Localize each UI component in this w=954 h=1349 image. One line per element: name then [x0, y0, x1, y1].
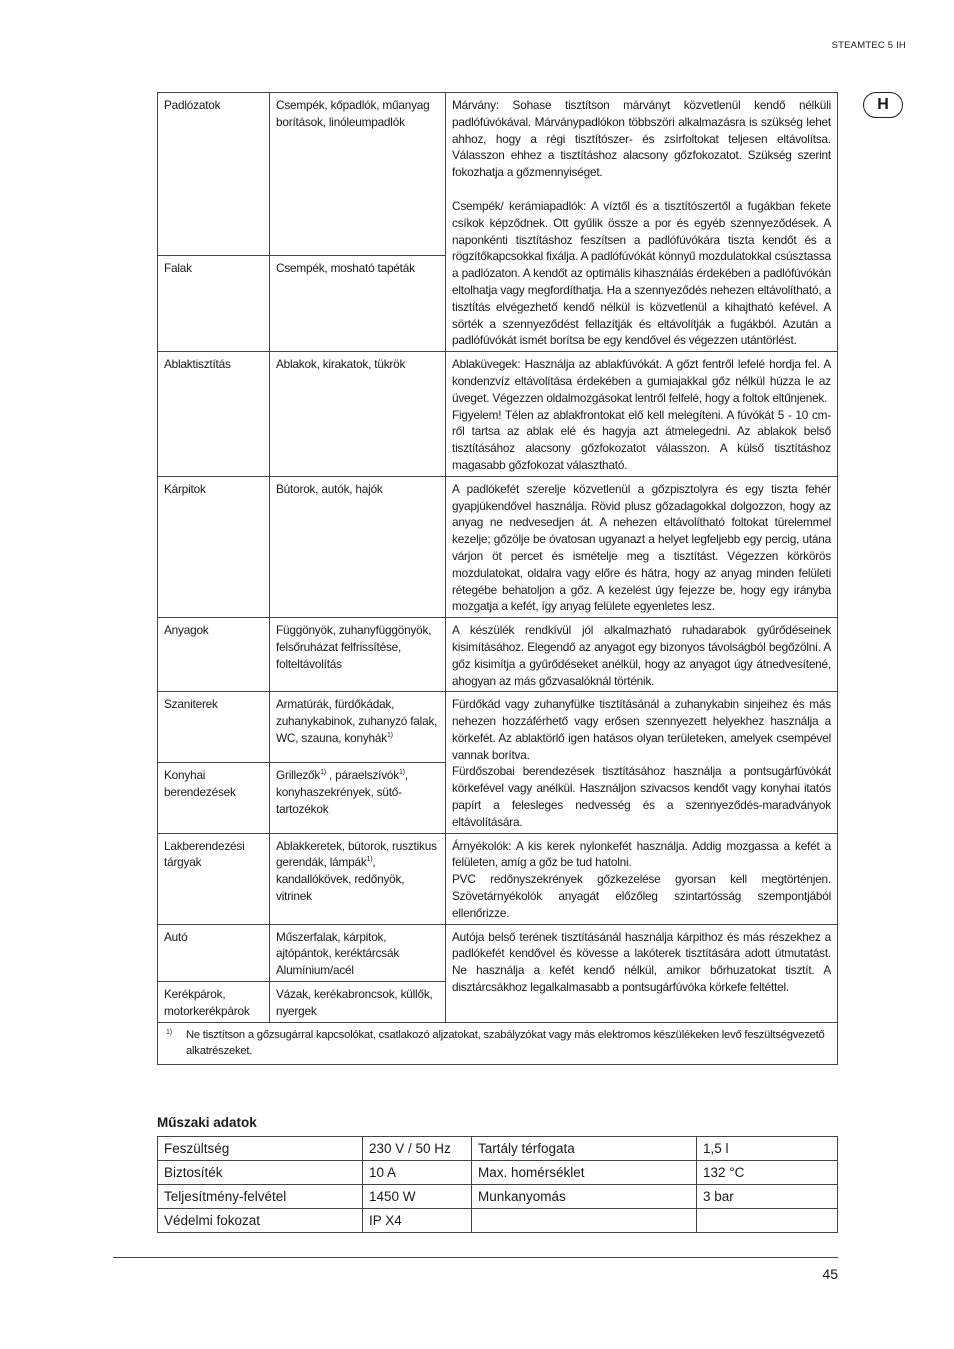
- tech-value: 132 °C: [697, 1161, 838, 1185]
- tech-value: IP X4: [363, 1209, 472, 1233]
- cleaning-guide-table: [157, 92, 838, 1065]
- surface-cell: Falak: [158, 256, 270, 352]
- tech-value: 1450 W: [363, 1185, 472, 1209]
- footnote-row: [158, 1022, 838, 1065]
- footnote-ref: 1): [320, 769, 326, 777]
- table-row: [158, 93, 838, 256]
- table-row: [158, 1185, 838, 1209]
- tech-label: Biztosíték: [158, 1161, 363, 1185]
- tech-value: 230 V / 50 Hz: [363, 1137, 472, 1161]
- description-cell: [446, 93, 838, 352]
- table-row: [158, 476, 838, 617]
- items-cell: Bútorok, autók, hajók: [270, 476, 446, 617]
- items-cell: Műszerfalak, kárpitok, ajtópántok, keréktárcsák Alumínium/acél: [270, 924, 446, 981]
- page-number: 45: [822, 1266, 838, 1282]
- footnote-ref: 1): [366, 856, 373, 864]
- table-row: [158, 833, 838, 924]
- tech-label: Teljesítmény-felvétel: [158, 1185, 363, 1209]
- footnote-mark: 1): [166, 1028, 172, 1036]
- items-cell: Ablakkeretek, bútorok, rusztikus gerendák, lámpák$^{1)}$, kandallókövek, redőnyök, vitrinek: [270, 833, 446, 924]
- items-cell: Csempék, kőpadlók, műanyag borítások, linóleumpadlók: [270, 93, 446, 256]
- desc-paragraph: Márvány: Sohase tisztítson márványt közvetlenül kendő nélküli padlófúvókával. Márványpadlókon többszöri alkalmazásra is szükség lehet ahhoz, hogy a régi tisztítószer- és zsírfoltokat teljesen eltávolítsa. Válasszon ehhez a tisztításhoz alacsony gőzfokozatot. Szükség szerint fokozhatja a gőzmennyiséget.: [452, 98, 831, 180]
- tech-label: Munkanyomás: [472, 1185, 697, 1209]
- items-cell: Csempék, mosható tapéták: [270, 256, 446, 352]
- desc-paragraph: Árnyékolók: A kis kerek nylonkefét használja. Addig mozgassa a kefét a felületen, amíg a gőz be tud hatolni.: [452, 838, 831, 870]
- tech-data-table: [157, 1136, 838, 1233]
- table-row: [158, 692, 838, 763]
- tech-value: 10 A: [363, 1161, 472, 1185]
- table-row: [158, 1161, 838, 1185]
- description-cell: [446, 352, 838, 477]
- items-cell: Armatúrák, fürdőkádak, zuhanykabinok, zuhanyzó falak, WC, szauna, konyhák$^{1)}$: [270, 692, 446, 763]
- tech-label: Max. homérséklet: [472, 1161, 697, 1185]
- surface-cell: Kerékpárok, motorkerékpárok: [158, 982, 270, 1023]
- desc-paragraph: Fürdőkád vagy zuhanyfülke tisztításánál a zuhanykabin sinjeihez és más nehezen hozzáférhető vagy erősen szennyezett helyekhez használja a körkefét. Az ablaktörlő igen hatásos olyan területeken, amelyek csempével vannak borítva.: [452, 697, 831, 762]
- surface-cell: Konyhai berendezések: [158, 762, 270, 833]
- language-badge: H: [863, 92, 903, 118]
- description-cell: Autója belső terének tisztításánál használja kárpithoz és más részekhez a padlókefét kendővel és kövesse a lakóterek tisztítására adott útmutatást. Ne használja a kefét kendő nélkül, amikor bőrhuzatokat tisztít. A disztárcsákhoz legalkalmasabb a pontsugárfúvóka körkefe feltéttel.: [446, 924, 838, 1022]
- table-row: [158, 924, 838, 981]
- tech-value: 1,5 l: [697, 1137, 838, 1161]
- table-row: [158, 1209, 838, 1233]
- footnote-cell: [158, 1022, 838, 1065]
- tech-label: Tartály térfogata: [472, 1137, 697, 1161]
- desc-paragraph: Ablaküvegek: Használja az ablakfúvókát. A gőzt fentről lefelé hordja fel. A kondenzvíz eltávolítása érdekében a gumiajakkal gőz nélkül húzza le az üveget. Végezzen oldalmozgásokat lentről felfelé, hogy a foltok eltűnjenek.: [452, 357, 831, 405]
- description-cell: [446, 692, 838, 833]
- tech-label: Feszültség: [158, 1137, 363, 1161]
- tech-data-title: Műszaki adatok: [157, 1115, 257, 1130]
- surface-cell: Szaniterek: [158, 692, 270, 763]
- items-cell: Vázak, kerékabroncsok, küllők, nyergek: [270, 982, 446, 1023]
- tech-value: 3 bar: [697, 1185, 838, 1209]
- tech-label: [472, 1209, 697, 1233]
- table-row: [158, 352, 838, 477]
- items-cell: Ablakok, kirakatok, tükrök: [270, 352, 446, 477]
- surface-cell: Lakberendezési tárgyak: [158, 833, 270, 924]
- description-cell: A padlókefét szerelje közvetlenül a gőzpisztolyra és egy tiszta fehér gyapjúkendővel használja. Rövid plusz gőzadagokkal dolgozzon, hogy az anyag ne nedvesedjen át. A nehezen eltávolítható foltokat türelemmel kezelje; gőzölje be óvatosan ugyanazt a helyet legfeljebb egy percig, utána várjon öt percet és ismételje meg a tisztítást. Végezzen körkörös mozdulatokat, oldalra vagy előre és hátra, hogy az anyag minden felületi rétegébe behatoljon a gőz. A kezelést úgy fejezze be, hogy egy irányba mozgatja a kefét, így anyag felülete egyenletes lesz.: [446, 476, 838, 617]
- items-cell: Függönyök, zuhanyfüggönyök, felsőruházat felfrissítése, folteltávolítás: [270, 618, 446, 692]
- items-cell: Grillezők$^{1)}$ , páraelszívók$^{1)}$, konyhaszekrények, sütő-tartozékok: [270, 762, 446, 833]
- footnote-text: Ne tisztítson a gőzsugárral kapcsolókat, csatlakozó aljzatokat, szabályzókat vagy más elektromos készülékeken levő feszültségvezető alkatrészeket.: [186, 1028, 825, 1058]
- surface-cell: Padlózatok: [158, 93, 270, 256]
- desc-paragraph: Csempék/ kerámiapadlók: A víztől és a tisztítószertől a fugákban fekete csíkok képződnek. Ott gyűlik össze a por és egyéb szennyeződések. A naponkénti tisztításhoz feszítsen a padlófúvókára tiszta kendőt és a rögzítőkapcsokkal fixálja. A padlófúvókát könnyű mozdulatokkal csúsztassa a padlózaton. A kendőt az optimális kihasználás érdekében a padlófúvókán eltolhatja vagy megfordíthatja. Ha a szennyeződés nehezen eltávolítható, a tisztítás elvégezhető kendő nélkül is közvetlenül a kihajtható kefével. A sörték a szennyeződést fellazítják és eltávolítják a fugákból. Azután a padlófúvókát ismét borítsa be egy kendővel és végezzen utántörlést.: [452, 198, 831, 348]
- footer-rule: [113, 1257, 838, 1258]
- desc-paragraph: Figyelem! Télen az ablakfrontokat elő kell melegíteni. A fúvókát 5 - 10 cm-ről tartsa az ablak elé és hagyja azt átmelegedni. Az ablakok belső tisztításához alacsony gőzfokozatot válasszon. A külső tisztításhoz magasabb gőzfokozat választható.: [452, 407, 831, 472]
- surface-cell: Anyagok: [158, 618, 270, 692]
- surface-cell: Autó: [158, 924, 270, 981]
- footnote-ref: 1): [386, 731, 393, 739]
- desc-paragraph: PVC redőnyszekrények gőzkezelése gyorsan kell megtörténjen. Szövetárnyékolók anyagát előzőleg szintartósság szempontjából ellenőrizze.: [452, 872, 831, 920]
- table-row: [158, 1137, 838, 1161]
- description-cell: [446, 833, 838, 924]
- description-cell: A készülék rendkívül jól alkalmazható ruhadarabok gyűrődéseinek kisimításához. Elegendő az anyagot egy bizonyos távolságból begőzölni. A gőz kisimítja a gyűrődéseket anélkül, hogy az anyagot úgy átnedvesítené, ahogyan az más gőzvasalóknál történik.: [446, 618, 838, 692]
- surface-cell: Kárpitok: [158, 476, 270, 617]
- footnote-ref: 1): [398, 769, 405, 777]
- document-model-header: STEAMTEC 5 IH: [831, 40, 906, 51]
- table-row: [158, 618, 838, 692]
- tech-value: [697, 1209, 838, 1233]
- desc-paragraph: Fürdőszobai berendezések tisztításához használja a pontsugárfúvókát körkefével vagy anélkül. Használjon szivacsos kendőt vagy konyhai itatós papírt a felesleges nedvesség és a szennyeződés-maradványok eltávolítására.: [452, 764, 831, 829]
- surface-cell: Ablaktisztítás: [158, 352, 270, 477]
- tech-label: Védelmi fokozat: [158, 1209, 363, 1233]
